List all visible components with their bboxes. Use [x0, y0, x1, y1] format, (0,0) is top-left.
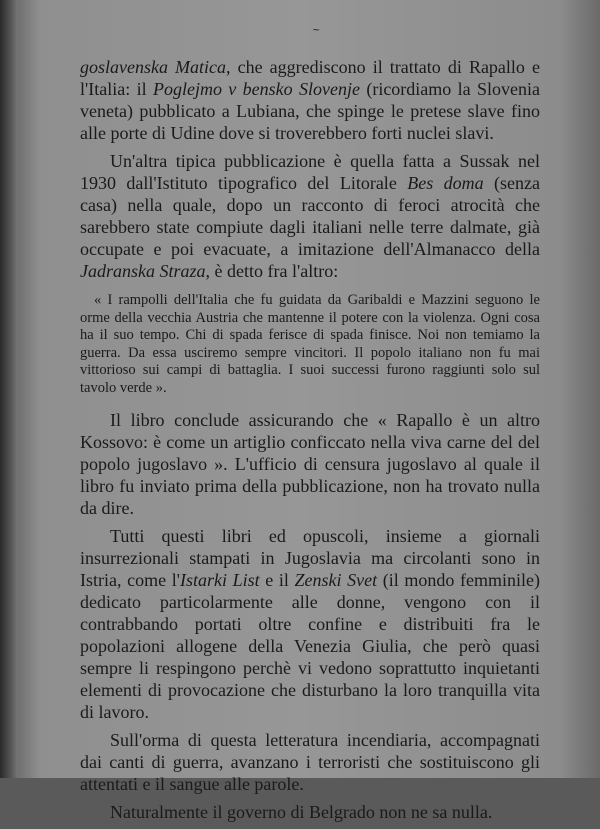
page-top-mark: ~: [312, 25, 321, 36]
paragraph-2: Un'altra tipica pubblicazione è quella fatta a Sussak nel 1930 dall'Istituto tipografico del Litorale Bes doma (senza casa) nella quale, dopo un racconto di feroci atrocità che sarebbero state compiute dagli italiani nelle terre dalmate, già occupate e poi evacuate, a imitazione dell'Almanacco della Jadranska Straza, è detto fra l'altro:: [80, 151, 541, 281]
title-matica: goslavenska Matica: [80, 57, 227, 77]
paragraph-6: Naturalmente il governo di Belgrado non ne sa nulla.: [110, 802, 493, 822]
title-istarki-list: Istarki List: [179, 570, 260, 590]
book-binding-shadow: [0, 0, 18, 778]
paragraph-5: Sull'orma di questa letteratura incendiaria, accompagnati dai canti di guerra, avanzano i terroristi che sostituiscono gli attentati e il sangue alle parole.: [80, 730, 540, 794]
page-text: [80, 56, 540, 829]
paragraph-1: goslavenska Matica, che aggrediscono il trattato di Rapallo e l'Italia: il Poglejmo v bensko Slovenje (ricordiamo la Slovenia veneta) pubblicato a Lubiana, che spinge le pretese slave fino alle porte di Udine dove si troverebbero forti nuclei slavi.: [80, 57, 540, 143]
block-quote: « I rampolli dell'Italia che fu guidata da Garibaldi e Mazzini seguono le orme della vecchia Austria che mantenne il potere con la violenza. Ogni cosa ha il suo tempo. Chi di spada ferisce di spada finisce. Noi non temiamo la guerra. Da essa usciremo sempre vincitori. Il popolo italiano non fu mai vittorioso sui campi di battaglia. I suoi successi furono raggiunti solo sul tavolo verde ».: [80, 292, 540, 396]
paragraph-3: Il libro conclude assicurando che « Rapallo è un altro Kossovo: è come un artiglio conficcato nella viva carne del del popolo jugoslavo ». L'ufficio di censura jugoslavo al quale il libro fu inviato prima della pubblicazione, non ha trovato nulla da dire.: [80, 410, 540, 518]
title-jadranska-straza: Jadranska Straza: [80, 261, 206, 281]
paragraph-4: Tutti questi libri ed opuscoli, insieme a giornali insurrezionali stampati in Jugoslavia ma circolanti sono in Istria, come l'Istarki List e il Zenski Svet (il mondo femminile) dedicato particolarmente alle donne, vengono con il contrabbando portati oltre confine e distribuiti fra le popolazioni allogene della Venezia Giulia, che però quasi sempre li respingono perchè vi vedono soprattutto inquietanti elementi di provocazione che disturbano la loro tranquilla vita di lavoro.: [80, 526, 541, 722]
title-bes-doma: Bes doma: [407, 173, 484, 193]
title-zenski-svet: Zenski Svet: [294, 570, 378, 590]
title-poglejmo: Poglejmo v bensko Slovenje: [152, 79, 360, 99]
